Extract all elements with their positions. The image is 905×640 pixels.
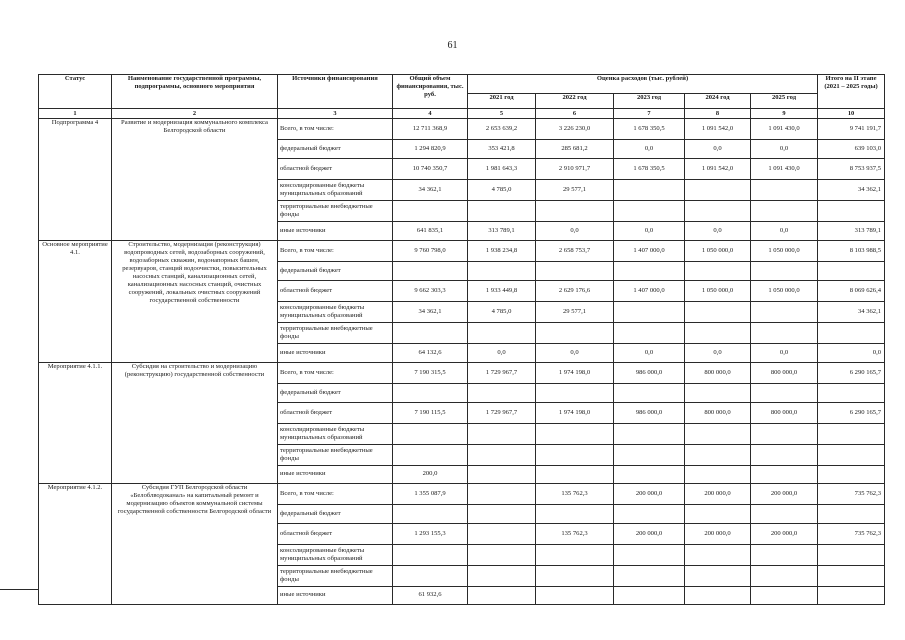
- amount-cell: [818, 587, 885, 605]
- amount-cell: 2 653 639,2: [468, 119, 536, 140]
- amount-cell: [751, 466, 818, 484]
- header-total: Общий объем финансирования, тыс. руб.: [393, 75, 468, 109]
- header-stage-total: Итого на II этапе (2021 – 2025 годы): [818, 75, 885, 109]
- amount-cell: [818, 545, 885, 566]
- amount-cell: 639 103,0: [818, 140, 885, 159]
- amount-cell: 1 050 000,0: [685, 241, 751, 262]
- header-year: 2025 год: [751, 94, 818, 109]
- amount-cell: [685, 445, 751, 466]
- column-number: 3: [278, 109, 393, 119]
- amount-cell: [468, 466, 536, 484]
- header-year: 2023 год: [614, 94, 685, 109]
- amount-cell: [393, 323, 468, 344]
- amount-cell: [536, 466, 614, 484]
- amount-cell: [818, 384, 885, 403]
- amount-cell: [614, 545, 685, 566]
- funding-source: федеральный бюджет: [278, 262, 393, 281]
- amount-cell: [468, 587, 536, 605]
- amount-cell: 4 785,0: [468, 302, 536, 323]
- amount-cell: [536, 505, 614, 524]
- amount-cell: [818, 566, 885, 587]
- amount-cell: 1 933 449,8: [468, 281, 536, 302]
- amount-cell: [818, 466, 885, 484]
- amount-cell: 6 290 165,7: [818, 363, 885, 384]
- amount-cell: [751, 545, 818, 566]
- amount-cell: 0,0: [614, 140, 685, 159]
- amount-cell: 9 741 191,7: [818, 119, 885, 140]
- row-program-name: Субсидия на строительство и модернизацию (реконструкцию) государственной собственности: [112, 363, 278, 484]
- amount-cell: 34 362,1: [818, 180, 885, 201]
- amount-cell: [751, 566, 818, 587]
- amount-cell: 61 932,6: [393, 587, 468, 605]
- amount-cell: 2 658 753,7: [536, 241, 614, 262]
- amount-cell: 135 762,3: [536, 524, 614, 545]
- row-program-name: Субсидия ГУП Белгородской области «Белоблводоканал» на капитальный ремонт и модернизацию объектов коммунальной системы государственной собственности Белгородской области: [112, 484, 278, 605]
- header-year: 2022 год: [536, 94, 614, 109]
- column-number: 8: [685, 109, 751, 119]
- amount-cell: 0,0: [685, 344, 751, 363]
- amount-cell: 800 000,0: [751, 403, 818, 424]
- amount-cell: [468, 201, 536, 222]
- amount-cell: [614, 201, 685, 222]
- amount-cell: [818, 424, 885, 445]
- funding-source: иные источники: [278, 344, 393, 363]
- amount-cell: 1 407 000,0: [614, 241, 685, 262]
- amount-cell: [536, 384, 614, 403]
- amount-cell: 285 681,2: [536, 140, 614, 159]
- amount-cell: [614, 323, 685, 344]
- amount-cell: 0,0: [536, 222, 614, 241]
- amount-cell: [685, 323, 751, 344]
- funding-source: консолидированные бюджеты муниципальных образований: [278, 302, 393, 323]
- amount-cell: 2 629 176,6: [536, 281, 614, 302]
- amount-cell: [751, 302, 818, 323]
- amount-cell: [685, 424, 751, 445]
- amount-cell: 735 762,3: [818, 524, 885, 545]
- amount-cell: 0,0: [536, 344, 614, 363]
- amount-cell: [614, 445, 685, 466]
- amount-cell: [536, 587, 614, 605]
- header-name: Наименование государственной программы, подпрограммы, основного мероприятия: [112, 75, 278, 109]
- amount-cell: [393, 201, 468, 222]
- amount-cell: 0,0: [685, 140, 751, 159]
- amount-cell: 200 000,0: [751, 524, 818, 545]
- amount-cell: [614, 587, 685, 605]
- column-number: 6: [536, 109, 614, 119]
- amount-cell: 1 091 430,0: [751, 119, 818, 140]
- amount-cell: 1 678 350,5: [614, 159, 685, 180]
- amount-cell: 34 362,1: [393, 180, 468, 201]
- amount-cell: 8 753 937,5: [818, 159, 885, 180]
- amount-cell: [685, 505, 751, 524]
- amount-cell: [468, 505, 536, 524]
- amount-cell: 6 290 165,7: [818, 403, 885, 424]
- amount-cell: [818, 323, 885, 344]
- table-row: [39, 484, 885, 505]
- amount-cell: 313 789,1: [818, 222, 885, 241]
- amount-cell: [685, 262, 751, 281]
- row-status: Мероприятие 4.1.2.: [39, 484, 112, 605]
- amount-cell: [468, 484, 536, 505]
- header-estimate: Оценка расходов (тыс. рублей): [468, 75, 818, 94]
- row-program-name: Строительство, модернизация (реконструкция) водопроводных сетей, водозаборных сооружений, водозаборных скважин, водонапорных башен, резервуаров, станций водоочистки, повысительных насосных станций, канализационных сетей, канализационных насосных станций, очистных сооружений, локальных очистных сооружений государственной собственности: [112, 241, 278, 363]
- amount-cell: [536, 201, 614, 222]
- funding-source: Всего, в том числе:: [278, 241, 393, 262]
- amount-cell: 200 000,0: [685, 524, 751, 545]
- funding-source: территориальные внебюджетные фонды: [278, 323, 393, 344]
- amount-cell: [536, 445, 614, 466]
- financing-table: [38, 74, 885, 605]
- amount-cell: [614, 566, 685, 587]
- amount-cell: [393, 445, 468, 466]
- amount-cell: 1 981 643,3: [468, 159, 536, 180]
- header-year: 2024 год: [685, 94, 751, 109]
- amount-cell: 3 226 230,0: [536, 119, 614, 140]
- amount-cell: [614, 384, 685, 403]
- amount-cell: [468, 524, 536, 545]
- amount-cell: [685, 545, 751, 566]
- amount-cell: 200 000,0: [685, 484, 751, 505]
- amount-cell: [393, 505, 468, 524]
- amount-cell: [393, 566, 468, 587]
- amount-cell: 0,0: [751, 140, 818, 159]
- amount-cell: 1 729 967,7: [468, 403, 536, 424]
- amount-cell: [393, 262, 468, 281]
- amount-cell: [468, 384, 536, 403]
- amount-cell: [536, 566, 614, 587]
- funding-source: областной бюджет: [278, 524, 393, 545]
- header-year: 2021 год: [468, 94, 536, 109]
- amount-cell: 641 835,1: [393, 222, 468, 241]
- funding-source: консолидированные бюджеты муниципальных образований: [278, 424, 393, 445]
- amount-cell: 1 091 542,0: [685, 119, 751, 140]
- amount-cell: 800 000,0: [751, 363, 818, 384]
- amount-cell: [393, 424, 468, 445]
- amount-cell: [751, 505, 818, 524]
- amount-cell: 4 785,0: [468, 180, 536, 201]
- row-status: Подпрограмма 4: [39, 119, 112, 241]
- column-number-row: [39, 109, 885, 119]
- table-row: [39, 363, 885, 384]
- amount-cell: 1 938 234,8: [468, 241, 536, 262]
- amount-cell: [614, 302, 685, 323]
- amount-cell: [468, 566, 536, 587]
- row-program-name: Развитие и модернизация коммунального комплекса Белгородской области: [112, 119, 278, 241]
- table-body: [39, 119, 885, 605]
- funding-source: областной бюджет: [278, 281, 393, 302]
- amount-cell: 64 132,6: [393, 344, 468, 363]
- amount-cell: 1 355 087,9: [393, 484, 468, 505]
- amount-cell: 0,0: [468, 344, 536, 363]
- amount-cell: 735 762,3: [818, 484, 885, 505]
- amount-cell: 1 050 000,0: [751, 241, 818, 262]
- amount-cell: 200 000,0: [614, 524, 685, 545]
- amount-cell: [751, 424, 818, 445]
- amount-cell: [751, 201, 818, 222]
- amount-cell: 2 910 971,7: [536, 159, 614, 180]
- row-status: Мероприятие 4.1.1.: [39, 363, 112, 484]
- amount-cell: [818, 201, 885, 222]
- amount-cell: [685, 384, 751, 403]
- page-number: 61: [447, 40, 458, 51]
- header-sources: Источники финансирования: [278, 75, 393, 109]
- amount-cell: [468, 323, 536, 344]
- amount-cell: 1 407 000,0: [614, 281, 685, 302]
- funding-source: федеральный бюджет: [278, 384, 393, 403]
- amount-cell: [685, 566, 751, 587]
- amount-cell: [685, 466, 751, 484]
- amount-cell: 800 000,0: [685, 403, 751, 424]
- amount-cell: [468, 545, 536, 566]
- amount-cell: 200 000,0: [614, 484, 685, 505]
- funding-source: федеральный бюджет: [278, 505, 393, 524]
- amount-cell: [751, 262, 818, 281]
- amount-cell: 10 740 350,7: [393, 159, 468, 180]
- column-number: 4: [393, 109, 468, 119]
- table-header: [39, 75, 885, 119]
- amount-cell: 800 000,0: [685, 363, 751, 384]
- table-row: [39, 119, 885, 140]
- amount-cell: [614, 180, 685, 201]
- funding-source: федеральный бюджет: [278, 140, 393, 159]
- amount-cell: [536, 262, 614, 281]
- amount-cell: [614, 466, 685, 484]
- amount-cell: [614, 424, 685, 445]
- amount-cell: 0,0: [614, 344, 685, 363]
- column-number: 7: [614, 109, 685, 119]
- amount-cell: 1 294 820,9: [393, 140, 468, 159]
- amount-cell: 986 000,0: [614, 363, 685, 384]
- amount-cell: 313 789,1: [468, 222, 536, 241]
- header-status: Статус: [39, 75, 112, 109]
- amount-cell: [751, 384, 818, 403]
- page-rule: [0, 589, 38, 590]
- amount-cell: [685, 180, 751, 201]
- amount-cell: [614, 262, 685, 281]
- amount-cell: 353 421,8: [468, 140, 536, 159]
- table-row: [39, 241, 885, 262]
- amount-cell: [685, 302, 751, 323]
- amount-cell: [468, 445, 536, 466]
- amount-cell: [468, 262, 536, 281]
- column-number: 9: [751, 109, 818, 119]
- column-number: 2: [112, 109, 278, 119]
- amount-cell: [393, 384, 468, 403]
- amount-cell: 135 762,3: [536, 484, 614, 505]
- funding-source: иные источники: [278, 222, 393, 241]
- amount-cell: 1 091 542,0: [685, 159, 751, 180]
- funding-source: консолидированные бюджеты муниципальных образований: [278, 545, 393, 566]
- amount-cell: [393, 545, 468, 566]
- amount-cell: [751, 445, 818, 466]
- amount-cell: 0,0: [751, 222, 818, 241]
- amount-cell: 1 974 198,0: [536, 363, 614, 384]
- amount-cell: [751, 323, 818, 344]
- amount-cell: 0,0: [751, 344, 818, 363]
- funding-source: Всего, в том числе:: [278, 119, 393, 140]
- amount-cell: 200,0: [393, 466, 468, 484]
- amount-cell: 9 662 303,3: [393, 281, 468, 302]
- amount-cell: 8 069 626,4: [818, 281, 885, 302]
- amount-cell: [536, 323, 614, 344]
- amount-cell: 1 974 198,0: [536, 403, 614, 424]
- funding-source: Всего, в том числе:: [278, 363, 393, 384]
- amount-cell: [536, 424, 614, 445]
- amount-cell: [751, 587, 818, 605]
- amount-cell: 7 190 115,5: [393, 403, 468, 424]
- funding-source: иные источники: [278, 466, 393, 484]
- amount-cell: 1 729 967,7: [468, 363, 536, 384]
- column-number: 1: [39, 109, 112, 119]
- amount-cell: 9 760 798,0: [393, 241, 468, 262]
- amount-cell: 29 577,1: [536, 180, 614, 201]
- amount-cell: 1 091 430,0: [751, 159, 818, 180]
- amount-cell: [536, 545, 614, 566]
- amount-cell: 0,0: [818, 344, 885, 363]
- amount-cell: 8 103 988,5: [818, 241, 885, 262]
- funding-source: областной бюджет: [278, 403, 393, 424]
- amount-cell: 0,0: [614, 222, 685, 241]
- amount-cell: [751, 180, 818, 201]
- amount-cell: [818, 445, 885, 466]
- amount-cell: [685, 201, 751, 222]
- amount-cell: 34 362,1: [818, 302, 885, 323]
- funding-source: областной бюджет: [278, 159, 393, 180]
- funding-source: иные источники: [278, 587, 393, 605]
- amount-cell: 29 577,1: [536, 302, 614, 323]
- amount-cell: 1 678 350,5: [614, 119, 685, 140]
- amount-cell: 986 000,0: [614, 403, 685, 424]
- amount-cell: 1 050 000,0: [751, 281, 818, 302]
- amount-cell: 1 050 000,0: [685, 281, 751, 302]
- funding-source: консолидированные бюджеты муниципальных образований: [278, 180, 393, 201]
- column-number: 10: [818, 109, 885, 119]
- funding-source: территориальные внебюджетные фонды: [278, 445, 393, 466]
- row-status: Основное мероприятие 4.1.: [39, 241, 112, 363]
- amount-cell: [614, 505, 685, 524]
- amount-cell: 1 293 155,3: [393, 524, 468, 545]
- funding-source: территориальные внебюджетные фонды: [278, 201, 393, 222]
- funding-source: территориальные внебюджетные фонды: [278, 566, 393, 587]
- amount-cell: 34 362,1: [393, 302, 468, 323]
- amount-cell: [818, 262, 885, 281]
- column-number: 5: [468, 109, 536, 119]
- amount-cell: 12 711 368,9: [393, 119, 468, 140]
- amount-cell: 0,0: [685, 222, 751, 241]
- amount-cell: 200 000,0: [751, 484, 818, 505]
- amount-cell: [468, 424, 536, 445]
- amount-cell: 7 190 315,5: [393, 363, 468, 384]
- amount-cell: [818, 505, 885, 524]
- funding-source: Всего, в том числе:: [278, 484, 393, 505]
- amount-cell: [685, 587, 751, 605]
